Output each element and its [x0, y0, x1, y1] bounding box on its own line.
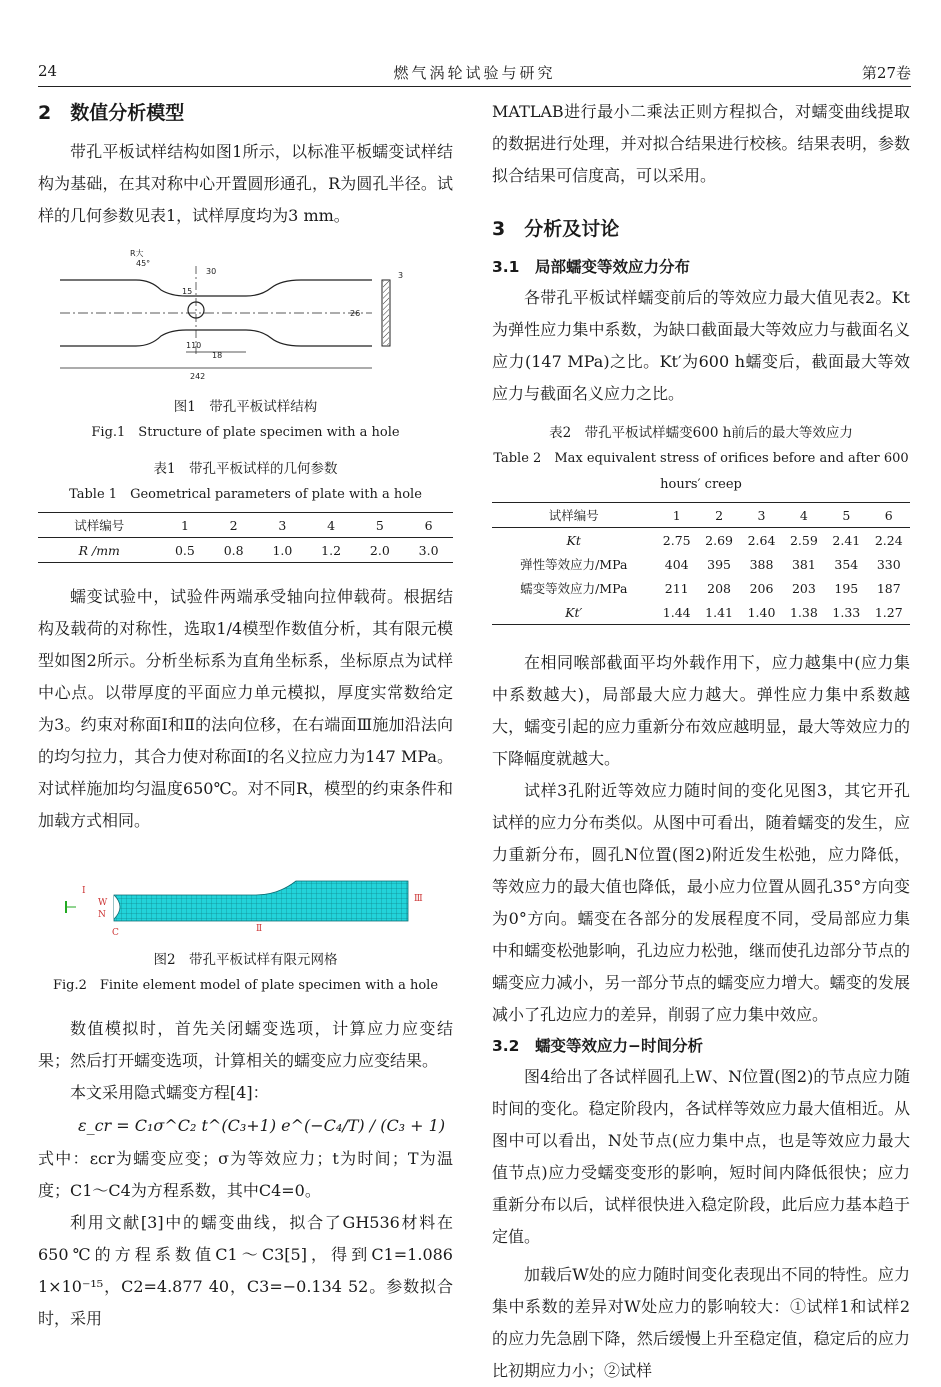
table-cell: 1.40 [740, 600, 782, 625]
section-3-2-title: 3.2 蠕变等效应力−时间分析 [492, 1037, 703, 1055]
table-cell: 187 [876, 580, 901, 596]
figure-2 [46, 873, 446, 939]
section-2-title: 2 数值分析模型 [38, 102, 185, 124]
table-cell: 2.59 [789, 532, 818, 548]
table-cell: 388 [749, 556, 774, 572]
table-header: 2 [698, 503, 740, 528]
table-cell: 211 [664, 580, 689, 596]
table-cell: 208 [707, 580, 732, 596]
label-ii: Ⅱ [255, 924, 262, 934]
table-cell: 2.64 [747, 532, 776, 548]
label-110: 110 [185, 341, 201, 350]
table-cell: Kt [566, 532, 581, 548]
table-cell: 395 [707, 556, 732, 572]
table-cell: 2.41 [832, 532, 861, 548]
figure-2-caption-cn: 图2 带孔平板试样有限元网格 [153, 952, 338, 968]
table-cell: 381 [791, 556, 816, 572]
specimen-drawing [56, 246, 436, 386]
table-header: 3 [258, 513, 307, 538]
label-26: 26 [349, 309, 360, 318]
paragraph: 数值模拟时，首先关闭蠕变选项，计算应力应变结果；然后打开蠕变选项，计算相关的蠕变应力应变结果。 [38, 1019, 453, 1070]
paragraph: MATLAB进行最小二乘法正则方程拟合，对蠕变曲线提取的数据进行处理，并对拟合结果进行校核。结果表明，参数拟合结果可信度高，可以采用。 [492, 102, 910, 185]
label-n: N [97, 910, 106, 920]
section-3-1-title: 3.1 局部蠕变等效应力分布 [492, 258, 690, 276]
figure-2-caption-en: Fig.2 Finite element model of plate specimen with a hole [52, 978, 439, 993]
label-18: 18 [211, 351, 222, 360]
table-cell: 1.41 [698, 600, 740, 625]
table-1 [38, 512, 453, 563]
creep-equation: ε_cr = C₁σ^C₂ t^(C₃+1) e^(−C₄/T) / (C₃ + 1) [78, 1116, 446, 1135]
table-cell: 1.44 [655, 600, 697, 625]
table-row [492, 528, 910, 553]
paragraph: 蠕变试验中，试验件两端承受轴向拉伸载荷。根据结构及载荷的对称性，选取1/4模型作数值分析，其有限元模型如图2所示。分析坐标系为直角坐标系，坐标原点为试样中心点。以带厚度的平面应力单元模拟，厚度实常数给定为3。约束对称面Ⅰ和Ⅱ的法向位移，在右端面Ⅲ施加沿法向的均匀拉力，其合力使对称面Ⅰ的名义拉应力为147 MPa。对试样施加均匀温度650℃。对不同R，模型的约束条件和加载方式相同。 [38, 587, 453, 830]
table-2 [492, 502, 910, 625]
table-cell: 1.38 [783, 600, 825, 625]
table-header: 6 [868, 503, 910, 528]
table-1-caption-en: Table 1 Geometrical parameters of plate with a hole [69, 487, 422, 502]
table-header: 5 [355, 513, 404, 538]
paragraph: 利用文献[3]中的蠕变曲线，拟合了GH536材料在650℃的方程系数值C1～C3[5]，得到C1=1.086 1×10⁻¹⁵，C2=4.877 40，C3=−0.134 52。参数拟合时，采用 [38, 1213, 453, 1328]
table-row [38, 538, 453, 563]
table-cell: 203 [791, 580, 816, 596]
table-cell: 330 [876, 556, 901, 572]
left-column [38, 96, 453, 1335]
label-30: 30 [205, 267, 216, 276]
table-cell: 弹性等效应力/MPa [520, 557, 628, 572]
table-cell: 195 [834, 580, 859, 596]
table-header: 1 [655, 503, 697, 528]
table-cell: 0.5 [161, 538, 210, 563]
figure-1-caption-cn: 图1 带孔平板试样结构 [173, 399, 318, 415]
label-r: R大 [129, 249, 144, 258]
table-cell: 2.69 [705, 532, 734, 548]
paragraph: 在相同喉部截面平均外载作用下，应力越集中(应力集中系数越大)，局部最大应力越大。弹性应力集中系数越大，蠕变引起的应力重新分布效应越明显，最大等效应力的下降幅度就越大。 [492, 653, 910, 768]
table-cell: 1.0 [258, 538, 307, 563]
table-cell: 0.8 [209, 538, 258, 563]
table-cell: 2.24 [874, 532, 903, 548]
table-cell: 1.27 [868, 600, 910, 625]
table-cell: 206 [749, 580, 774, 596]
label-45: 45° [135, 259, 150, 268]
table-cell: 蠕变等效应力/MPa [520, 581, 628, 596]
table-cell: 2.0 [355, 538, 404, 563]
table-cell: 2.75 [662, 532, 691, 548]
table-header: 4 [307, 513, 356, 538]
table-header: 1 [161, 513, 210, 538]
label-242: 242 [189, 372, 205, 381]
table-header: 6 [404, 513, 453, 538]
journal-title: 燃气涡轮试验与研究 [393, 64, 556, 82]
table-header: 试样编号 [38, 513, 161, 538]
table-cell: 354 [834, 556, 859, 572]
table-row [492, 552, 910, 576]
label-15: 15 [181, 287, 192, 296]
table-cell: 1.2 [307, 538, 356, 563]
header-rule [38, 86, 911, 87]
table-cell: 404 [664, 556, 689, 572]
table-header: 试样编号 [492, 503, 655, 528]
section-3-title: 3 分析及讨论 [492, 218, 620, 240]
table-row [492, 600, 910, 625]
label-3: 3 [397, 271, 403, 280]
table-header: 4 [783, 503, 825, 528]
table-row [492, 576, 910, 600]
table-cell: 3.0 [404, 538, 453, 563]
right-column [492, 96, 910, 1387]
paragraph: 试样3孔附近等效应力随时间的变化见图3，其它开孔试样的应力分布类似。从图中可看出，随着蠕变的发生，应力重新分布，圆孔N位置(图2)附近发生松弛，应力降低，等效应力的最大值也降低，最小应力位置从圆孔35°方向变为0°方向。蠕变在各部分的发展程度不同，受局部应力集中和蠕变松弛影响，孔边应力松弛，继而使孔边部分节点的蠕变应力减小，另一部分节点的蠕变应力增大。蠕变的发展减小了孔边应力的差异，削弱了应力集中效应。 [492, 781, 910, 1024]
figure-1 [56, 246, 436, 386]
table-1-caption-cn: 表1 带孔平板试样的几何参数 [153, 461, 338, 477]
table-header: 3 [740, 503, 782, 528]
label-i: Ⅰ [81, 886, 86, 896]
page-number: 24 [38, 62, 58, 80]
fem-mesh [46, 873, 446, 939]
paragraph: 加载后W处的应力随时间变化表现出不同的特性。应力集中系数的差异对W处应力的影响较大：①试样1和试样2的应力先急剧下降，然后缓慢上升至稳定值，稳定后的应力比初期应力小；②试样 [492, 1265, 910, 1380]
table-cell: 1.33 [825, 600, 867, 625]
table-cell: R /mm [38, 538, 161, 563]
table-cell: Kt′ [492, 600, 655, 625]
paragraph: 图4给出了各试样圆孔上W、N位置(图2)的节点应力随时间的变化。稳定阶段内，各试样等效应力最大值相近。从图中可以看出，N处节点(应力集中点，也是等效应力最大值节点)应力受蠕变变形的影响，短时间内降低很快；应力重新分布以后，试样很快进入稳定阶段，此后应力基本趋于定值。 [492, 1067, 910, 1246]
table-2-caption-en-cont: hours′ creep [660, 477, 742, 492]
volume-label: 第27卷 [861, 64, 911, 82]
table-2-caption-cn: 表2 带孔平板试样蠕变600 h前后的最大等效应力 [549, 425, 853, 441]
label-iii: Ⅲ [413, 894, 423, 904]
paragraph: 带孔平板试样结构如图1所示，以标准平板蠕变试样结构为基础，在其对称中心开置圆形通孔，R为圆孔半径。试样的几何参数见表1，试样厚度均为3 mm。 [38, 142, 453, 225]
paragraph: 各带孔平板试样蠕变前后的等效应力最大值见表2。Kt为弹性应力集中系数，为缺口截面最大等效应力与截面名义应力(147 MPa)之比。Kt′为600 h蠕变后，截面最大等效应力与截面名义应力之比。 [492, 288, 910, 403]
paragraph: 式中：εcr为蠕变应变；σ为等效应力；t为时间；T为温度；C1～C4为方程系数，其中C4=0。 [38, 1149, 453, 1200]
page-header [38, 62, 911, 84]
paragraph: 本文采用隐式蠕变方程[4]： [70, 1083, 269, 1102]
label-w: W [97, 898, 107, 908]
label-c: C [111, 928, 119, 938]
table-2-caption-en: Table 2 Max equivalent stress of orifices before and after 600 [493, 451, 909, 466]
table-header: 5 [825, 503, 867, 528]
figure-1-caption-en: Fig.1 Structure of plate specimen with a hole [91, 425, 400, 440]
table-header: 2 [209, 513, 258, 538]
